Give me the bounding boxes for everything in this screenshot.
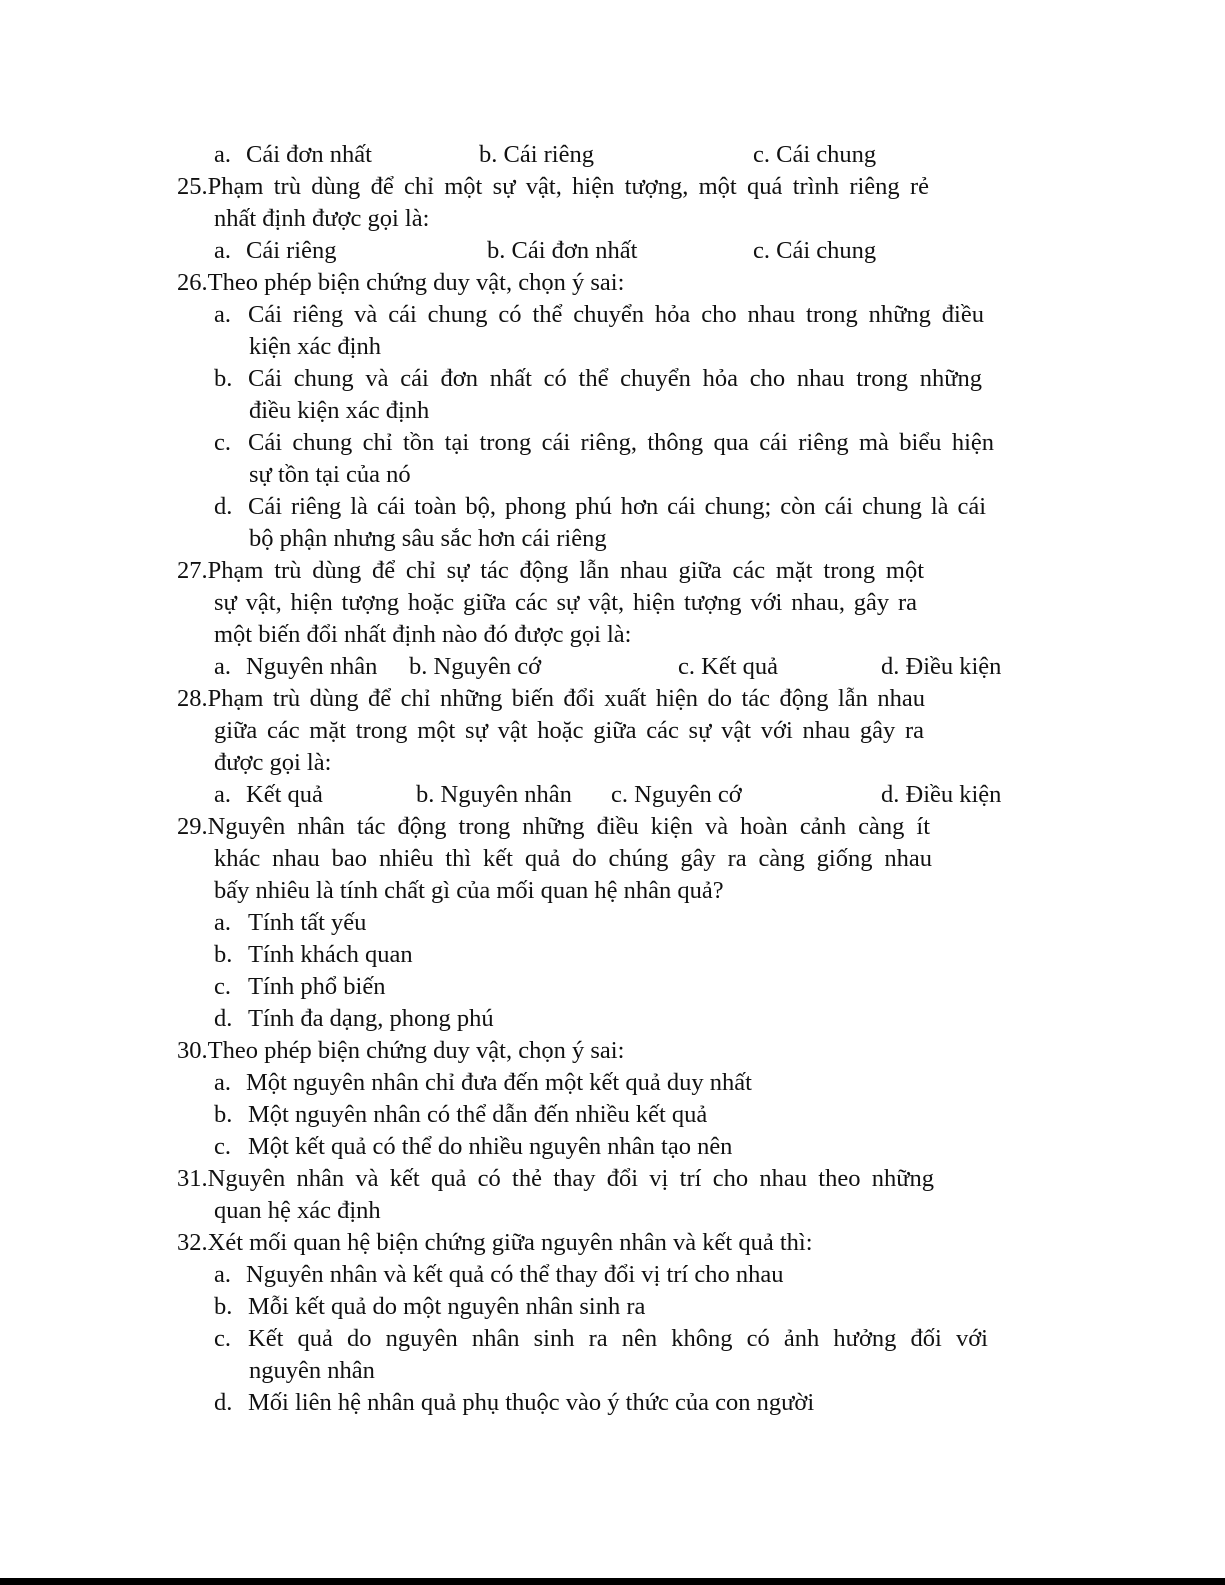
- q30-option-c: [0, 1131, 1225, 1163]
- q24-options: [0, 139, 1225, 171]
- question-text: 32.Xét mối quan hệ biện chứng giữa nguyên nhân và kết quả thì:: [177, 1229, 813, 1256]
- question-28: [0, 683, 1225, 715]
- option-c: c. Nguyên cớ: [611, 781, 742, 808]
- option-b: b. Nguyên nhân: [416, 781, 572, 808]
- option-text: Một nguyên nhân có thể dẫn đến nhiều kết quả: [248, 1101, 708, 1128]
- option-marker: a.: [214, 1261, 231, 1288]
- question-29: [0, 811, 1225, 843]
- q32-option-d: [0, 1387, 1225, 1419]
- question-text: khác nhau bao nhiêu thì kết quả do chúng gây ra càng giống nhau: [214, 845, 932, 872]
- q26-option-d-continued: [0, 523, 1225, 555]
- q26-option-b: [0, 363, 1225, 395]
- option-text: Mỗi kết quả do một nguyên nhân sinh ra: [248, 1293, 646, 1320]
- question-text: 30.Theo phép biện chứng duy vật, chọn ý sai:: [177, 1037, 625, 1064]
- option-marker: a.: [214, 301, 231, 328]
- question-31-continued: [0, 1195, 1225, 1227]
- q30-option-b: [0, 1099, 1225, 1131]
- option-text: nguyên nhân: [249, 1357, 375, 1384]
- question-29-continued: [0, 843, 1225, 875]
- option-text: kiện xác định: [249, 333, 381, 360]
- option-marker: c.: [214, 1133, 231, 1160]
- option-marker: a.: [214, 781, 231, 808]
- q30-option-a: [0, 1067, 1225, 1099]
- question-31: [0, 1163, 1225, 1195]
- option-a: Nguyên nhân: [246, 653, 378, 680]
- option-d: d. Điều kiện: [881, 653, 1002, 680]
- option-marker: d.: [214, 1005, 233, 1032]
- option-text: Cái riêng và cái chung có thể chuyển hỏa cho nhau trong những điều: [248, 301, 984, 328]
- option-marker: b.: [214, 365, 233, 392]
- question-text: bấy nhiêu là tính chất gì của mối quan hệ nhân quả?: [214, 877, 724, 904]
- q28-options: [0, 779, 1225, 811]
- option-b: b. Nguyên cớ: [409, 653, 542, 680]
- option-b: b. Cái riêng: [479, 141, 594, 168]
- q29-option-b: [0, 939, 1225, 971]
- question-27-continued: [0, 619, 1225, 651]
- question-28-continued: [0, 747, 1225, 779]
- question-text: 31.Nguyên nhân và kết quả có thẻ thay đổi vị trí cho nhau theo những: [177, 1165, 934, 1192]
- option-marker: c.: [214, 429, 231, 456]
- question-text: sự vật, hiện tượng hoặc giữa các sự vật, hiện tượng với nhau, gây ra: [214, 589, 917, 616]
- question-28-continued: [0, 715, 1225, 747]
- option-a: Kết quả: [246, 781, 323, 808]
- question-26: [0, 267, 1225, 299]
- question-text: 25.Phạm trù dùng để chỉ một sự vật, hiện tượng, một quá trình riêng rẻ: [177, 173, 929, 200]
- q26-option-c: [0, 427, 1225, 459]
- option-marker: b.: [214, 1293, 233, 1320]
- option-text: bộ phận nhưng sâu sắc hơn cái riêng: [249, 525, 607, 552]
- option-text: Tính đa dạng, phong phú: [248, 1005, 494, 1032]
- option-marker: c.: [214, 973, 231, 1000]
- question-text: giữa các mặt trong một sự vật hoặc giữa các sự vật với nhau gây ra: [214, 717, 924, 744]
- option-marker: a.: [214, 909, 231, 936]
- question-25: [0, 171, 1225, 203]
- document-page: [0, 139, 1225, 1419]
- question-text: nhất định được gọi là:: [214, 205, 430, 232]
- option-text: Cái chung chỉ tồn tại trong cái riêng, thông qua cái riêng mà biểu hiện: [248, 429, 994, 456]
- q26-option-d: [0, 491, 1225, 523]
- option-text: Tính tất yếu: [248, 909, 367, 936]
- q29-option-a: [0, 907, 1225, 939]
- bottom-border: [0, 1578, 1225, 1585]
- option-c: c. Cái chung: [753, 237, 877, 264]
- q26-option-c-continued: [0, 459, 1225, 491]
- q29-option-d: [0, 1003, 1225, 1035]
- option-marker: c.: [214, 1325, 231, 1352]
- option-marker: a.: [214, 1069, 231, 1096]
- option-text: Nguyên nhân và kết quả có thể thay đổi vị trí cho nhau: [246, 1261, 784, 1288]
- question-text: 28.Phạm trù dùng để chỉ những biến đổi xuất hiện do tác động lẫn nhau: [177, 685, 925, 712]
- q32-option-a: [0, 1259, 1225, 1291]
- option-text: Tính khách quan: [248, 941, 413, 968]
- question-text: một biến đổi nhất định nào đó được gọi là:: [214, 621, 632, 648]
- question-30: [0, 1035, 1225, 1067]
- option-text: Một kết quả có thể do nhiều nguyên nhân tạo nên: [248, 1133, 733, 1160]
- option-marker: d.: [214, 1389, 233, 1416]
- option-marker: d.: [214, 493, 233, 520]
- option-text: Kết quả do nguyên nhân sinh ra nên không có ảnh hưởng đối với: [248, 1325, 988, 1352]
- q32-option-b: [0, 1291, 1225, 1323]
- question-text: quan hệ xác định: [214, 1197, 381, 1224]
- option-marker: a.: [214, 237, 231, 264]
- question-25-continued: [0, 203, 1225, 235]
- option-text: điều kiện xác định: [249, 397, 430, 424]
- q29-option-c: [0, 971, 1225, 1003]
- option-marker: b.: [214, 1101, 233, 1128]
- option-a: Cái đơn nhất: [246, 141, 372, 168]
- q26-option-b-continued: [0, 395, 1225, 427]
- q26-option-a: [0, 299, 1225, 331]
- option-text: Cái chung và cái đơn nhất có thể chuyển hỏa cho nhau trong những: [248, 365, 982, 392]
- q25-options: [0, 235, 1225, 267]
- option-marker: a.: [214, 141, 231, 168]
- option-text: Mối liên hệ nhân quả phụ thuộc vào ý thức của con người: [248, 1389, 815, 1416]
- option-c: c. Cái chung: [753, 141, 877, 168]
- option-text: Cái riêng là cái toàn bộ, phong phú hơn cái chung; còn cái chung là cái: [248, 493, 986, 520]
- question-text: 29.Nguyên nhân tác động trong những điều kiện và hoàn cảnh càng ít: [177, 813, 930, 840]
- option-b: b. Cái đơn nhất: [487, 237, 638, 264]
- option-a: Cái riêng: [246, 237, 337, 264]
- question-29-continued: [0, 875, 1225, 907]
- q32-option-c-continued: [0, 1355, 1225, 1387]
- question-text: 27.Phạm trù dùng để chỉ sự tác động lẫn nhau giữa các mặt trong một: [177, 557, 924, 584]
- q26-option-a-continued: [0, 331, 1225, 363]
- option-text: Một nguyên nhân chỉ đưa đến một kết quả duy nhất: [246, 1069, 752, 1096]
- q32-option-c: [0, 1323, 1225, 1355]
- q27-options: [0, 651, 1225, 683]
- option-d: d. Điều kiện: [881, 781, 1002, 808]
- option-text: sự tồn tại của nó: [249, 461, 411, 488]
- option-marker: b.: [214, 941, 233, 968]
- question-27: [0, 555, 1225, 587]
- option-text: Tính phổ biến: [248, 973, 386, 1000]
- question-text: 26.Theo phép biện chứng duy vật, chọn ý sai:: [177, 269, 625, 296]
- question-27-continued: [0, 587, 1225, 619]
- question-32: [0, 1227, 1225, 1259]
- option-marker: a.: [214, 653, 231, 680]
- question-text: được gọi là:: [214, 749, 332, 776]
- option-c: c. Kết quả: [678, 653, 778, 680]
